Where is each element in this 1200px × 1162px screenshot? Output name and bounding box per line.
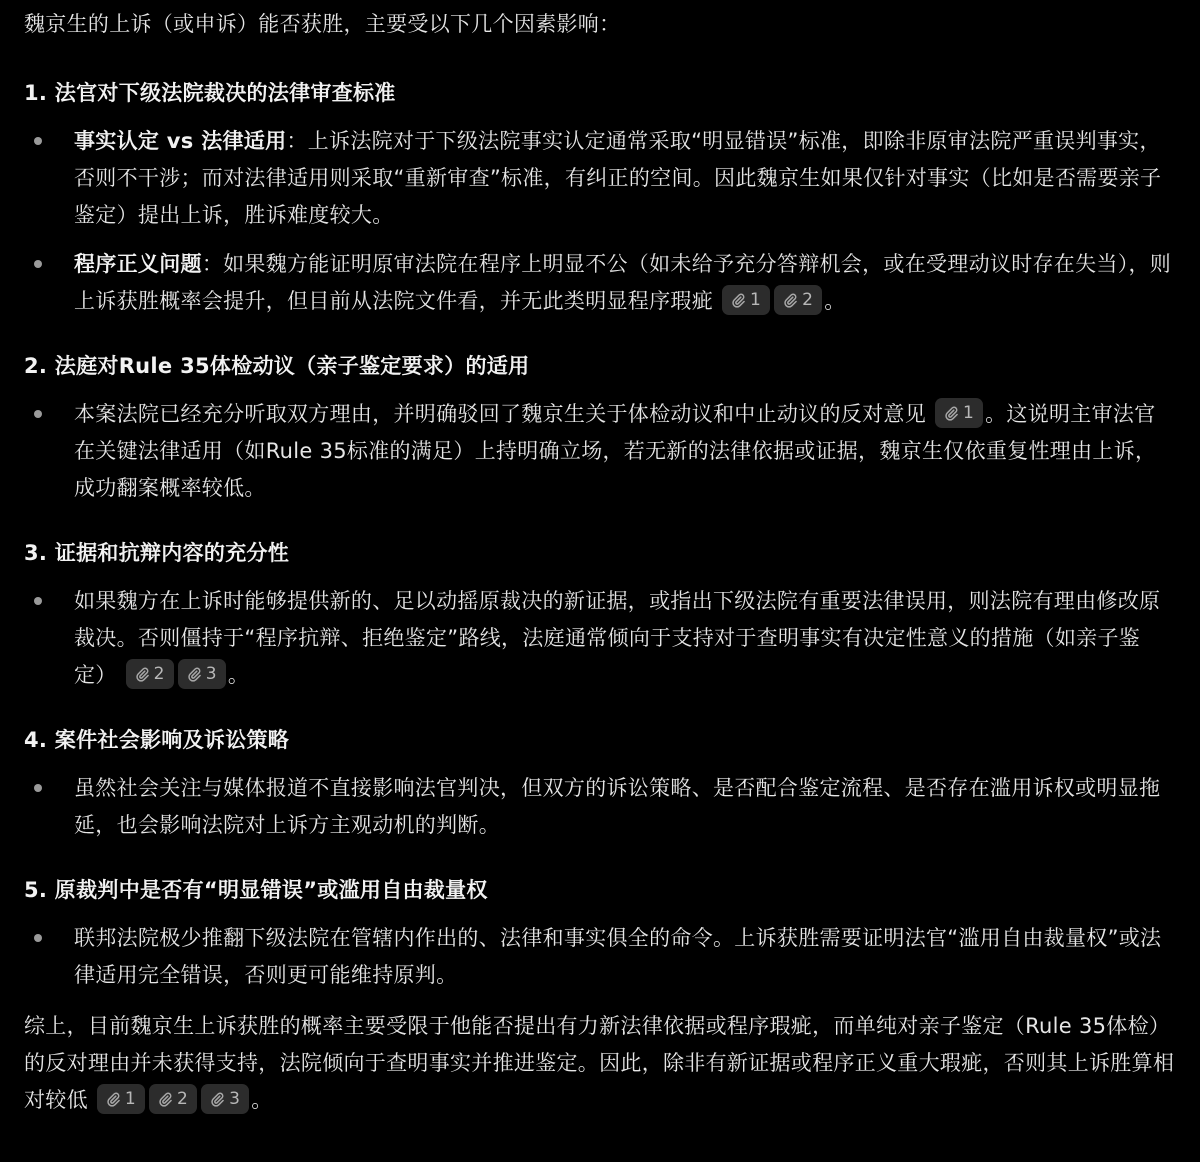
- item-text-after: 。: [227, 663, 250, 687]
- item-text: 虽然社会关注与媒体报道不直接影响法官判决，但双方的诉讼策略、是否配合鉴定流程、是否存在滥用诉权或明显拖延，也会影响法院对上诉方主观动机的判断。: [74, 776, 1161, 837]
- section-heading: 5. 原裁判中是否有“明显错误”或滥用自由裁量权: [24, 878, 488, 902]
- paperclip-icon: [209, 1091, 225, 1107]
- paperclip-icon: [134, 666, 150, 682]
- item-term: 事实认定 vs 法律适用: [74, 129, 287, 153]
- item-text-after: 。这说明主审法官在关键法律适用（如Rule 35标准的满足）上持明确立场，若无新的法律依据或证据，魏京生仅依重复性理由上诉，成功翻案概率较低。: [74, 402, 1157, 500]
- paperclip-icon: [186, 666, 202, 682]
- list-item: [24, 920, 1176, 994]
- bullet-list: [24, 770, 1176, 844]
- item-text-after: 。: [824, 289, 846, 313]
- bullet-list: [24, 920, 1176, 994]
- list-item: [24, 396, 1176, 507]
- bullet-dot: [34, 260, 42, 268]
- item-text: ：如果魏方能证明原审法院在程序上明显不公（如未给予充分答辩机会，或在受理动议时存在失当），则上诉获胜概率会提升，但目前从法院文件看，并无此类明显程序瑕疵: [74, 252, 1172, 313]
- paperclip-icon: [157, 1091, 173, 1107]
- section-4: [24, 722, 1176, 844]
- citation-chip[interactable]: 1: [935, 398, 983, 428]
- summary-paragraph: [24, 1008, 1176, 1119]
- section-heading: 1. 法官对下级法院裁决的法律审查标准: [24, 81, 396, 105]
- section-heading: 2. 法庭对Rule 35体检动议（亲子鉴定要求）的适用: [24, 354, 530, 378]
- section-heading: 3. 证据和抗辩内容的充分性: [24, 541, 290, 565]
- list-item: [24, 583, 1176, 694]
- bullet-dot: [34, 410, 42, 418]
- citation-chip[interactable]: 2: [774, 285, 822, 315]
- bullet-dot: [34, 934, 42, 942]
- bullet-dot: [34, 784, 42, 792]
- paperclip-icon: [105, 1091, 121, 1107]
- item-text: 联邦法院极少推翻下级法院在管辖内作出的、法律和事实俱全的命令。上诉获胜需要证明法官“滥用自由裁量权”或法律适用完全错误，否则更可能维持原判。: [74, 926, 1162, 987]
- paperclip-icon: [943, 405, 959, 421]
- section-1: [24, 75, 1176, 320]
- section-5: [24, 872, 1176, 994]
- section-2: [24, 348, 1176, 507]
- bullet-list: [24, 396, 1176, 507]
- citation-chip[interactable]: 2: [149, 1084, 197, 1114]
- list-item: [24, 770, 1176, 844]
- paperclip-icon: [782, 292, 798, 308]
- summary-text-after: 。: [251, 1088, 273, 1112]
- paperclip-icon: [730, 292, 746, 308]
- section-heading: 4. 案件社会影响及诉讼策略: [24, 728, 290, 752]
- summary-text: 综上，目前魏京生上诉获胜的概率主要受限于他能否提出有力新法律依据或程序瑕疵，而单纯对亲子鉴定（Rule 35体检）的反对理由并未获得支持，法院倾向于查明事实并推进鉴定。因此，除非有新证据或程序正义重大瑕疵，否则其上诉胜算相对较低: [24, 1014, 1175, 1112]
- intro-paragraph: 魏京生的上诉（或申诉）能否获胜，主要受以下几个因素影响：: [24, 12, 621, 36]
- citation-chip[interactable]: 1: [722, 285, 770, 315]
- bullet-dot: [34, 597, 42, 605]
- list-item: [24, 246, 1176, 320]
- bullet-dot: [34, 137, 42, 145]
- item-text: 如果魏方在上诉时能够提供新的、足以动摇原裁决的新证据，或指出下级法院有重要法律误用，则法院有理由修改原裁决。否则僵持于“程序抗辩、拒绝鉴定”路线，法庭通常倾向于支持对于查明事实有决定性意义的措施（如亲子鉴定）: [74, 589, 1161, 687]
- citation-chip[interactable]: 1: [97, 1084, 145, 1114]
- item-text: 本案法院已经充分听取双方理由，并明确驳回了魏京生关于体检动议和中止动议的反对意见: [74, 402, 926, 426]
- bullet-list: [24, 123, 1176, 320]
- section-3: [24, 535, 1176, 694]
- bullet-list: [24, 583, 1176, 694]
- citation-chip[interactable]: 2: [126, 659, 174, 689]
- item-text: ：上诉法院对于下级法院事实认定通常采取“明显错误”标准，即除非原审法院严重误判事实，否则不干涉；而对法律适用则采取“重新审查”标准，有纠正的空间。因此魏京生如果仅针对事实（比如是否需要亲子鉴定）提出上诉，胜诉难度较大。: [74, 129, 1162, 227]
- item-term: 程序正义问题: [74, 252, 202, 276]
- citation-chip[interactable]: 3: [201, 1084, 249, 1114]
- list-item: [24, 123, 1176, 234]
- citation-chip[interactable]: 3: [178, 659, 226, 689]
